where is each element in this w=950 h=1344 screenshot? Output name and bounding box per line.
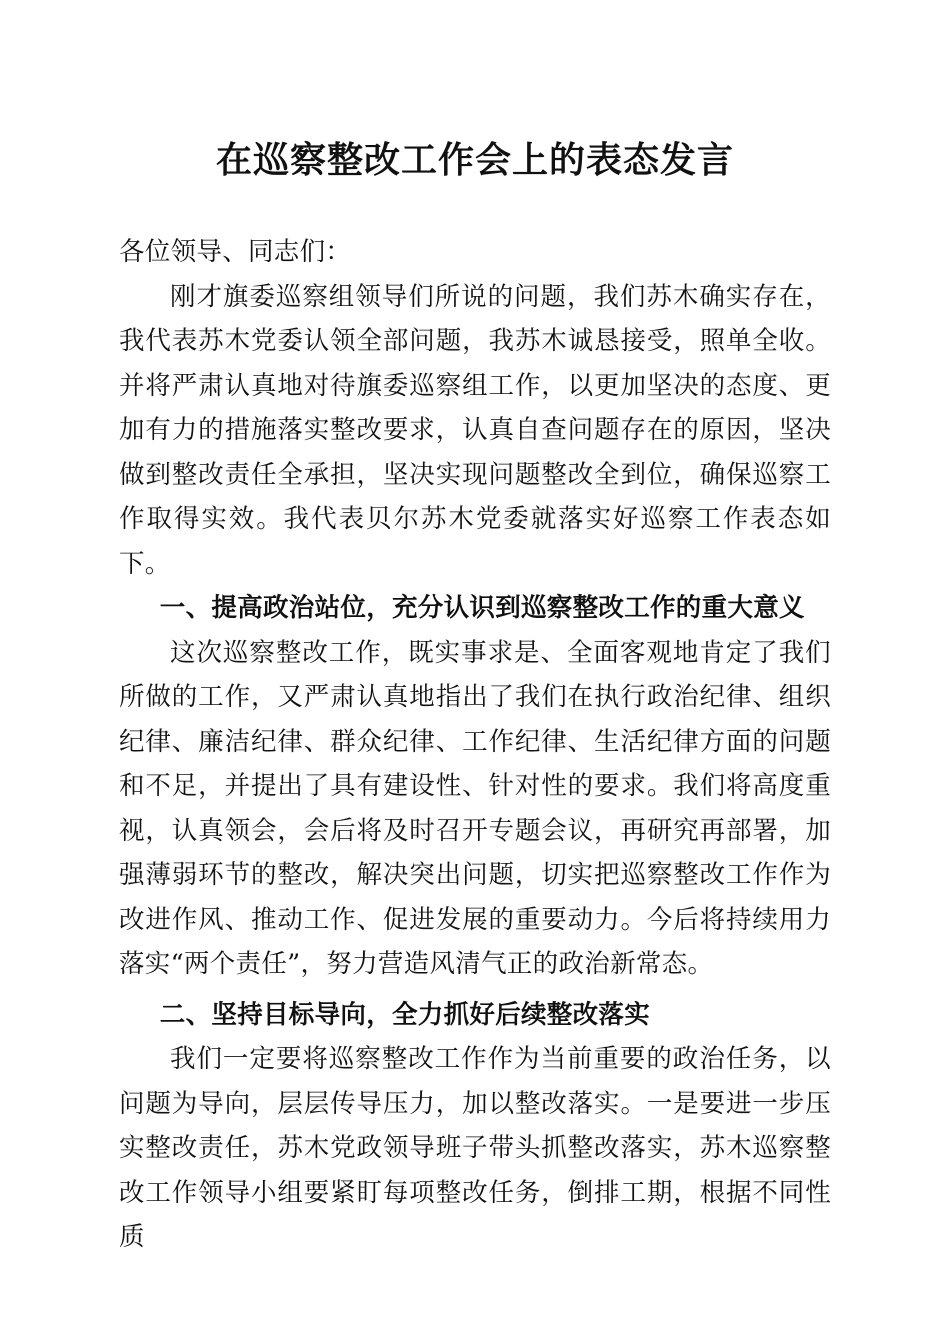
section-heading-2: 二、坚持目标导向，全力抓好后续整改落实 bbox=[159, 999, 650, 1030]
paragraph-section-1: 这次巡察整改工作，既实事求是、全面客观地肯定了我们所做的工作，又严肃认真地指出了我们在执行政治纪律、组织纪律、廉洁纪律、群众纪律、工作纪律、生活纪律方面的问题和不足，并提出了具有建设性、针对性的要求。我们将高度重视，认真领会，会后将及时召开专题会议，再研究再部署，加强薄弱环节的整改，解决突出问题，切实把巡察整改工作作为改进作风、推动工作、促进发展的重要动力。今后将持续用力落实“两个责任”，努力营造风清气正的政治新常态。 bbox=[119, 637, 831, 979]
paragraph-intro: 刚才旗委巡察组领导们所说的问题，我们苏木确实存在，我代表苏木党委认领全部问题，我苏木诚恳接受，照单全收。并将严肃认真地对待旗委巡察组工作，以更加坚决的态度、更加有力的措施落实整改要求，认真自查问题存在的原因，坚决做到整改责任全承担，坚决实现问题整改全到位，确保巡察工作取得实效。我代表贝尔苏木党委就落实好巡察工作表态如下。 bbox=[119, 281, 831, 579]
greeting: 各位领导、同志们： bbox=[119, 237, 352, 267]
document-body bbox=[119, 230, 831, 1260]
paragraph-section-2: 我们一定要将巡察整改工作作为当前重要的政治任务，以问题为导向，层层传导压力，加以整改落实。一是要进一步压实整改责任，苏木党政领导班子带头抓整改落实，苏木巡察整改工作领导小组要紧盯每项整改任务，倒排工期，根据不同性质 bbox=[119, 1044, 831, 1252]
section-heading-1: 一、提高政治站位，充分认识到巡察整改工作的重大意义 bbox=[159, 593, 805, 623]
page-title: 在巡察整改工作会上的表态发言 bbox=[215, 139, 734, 181]
